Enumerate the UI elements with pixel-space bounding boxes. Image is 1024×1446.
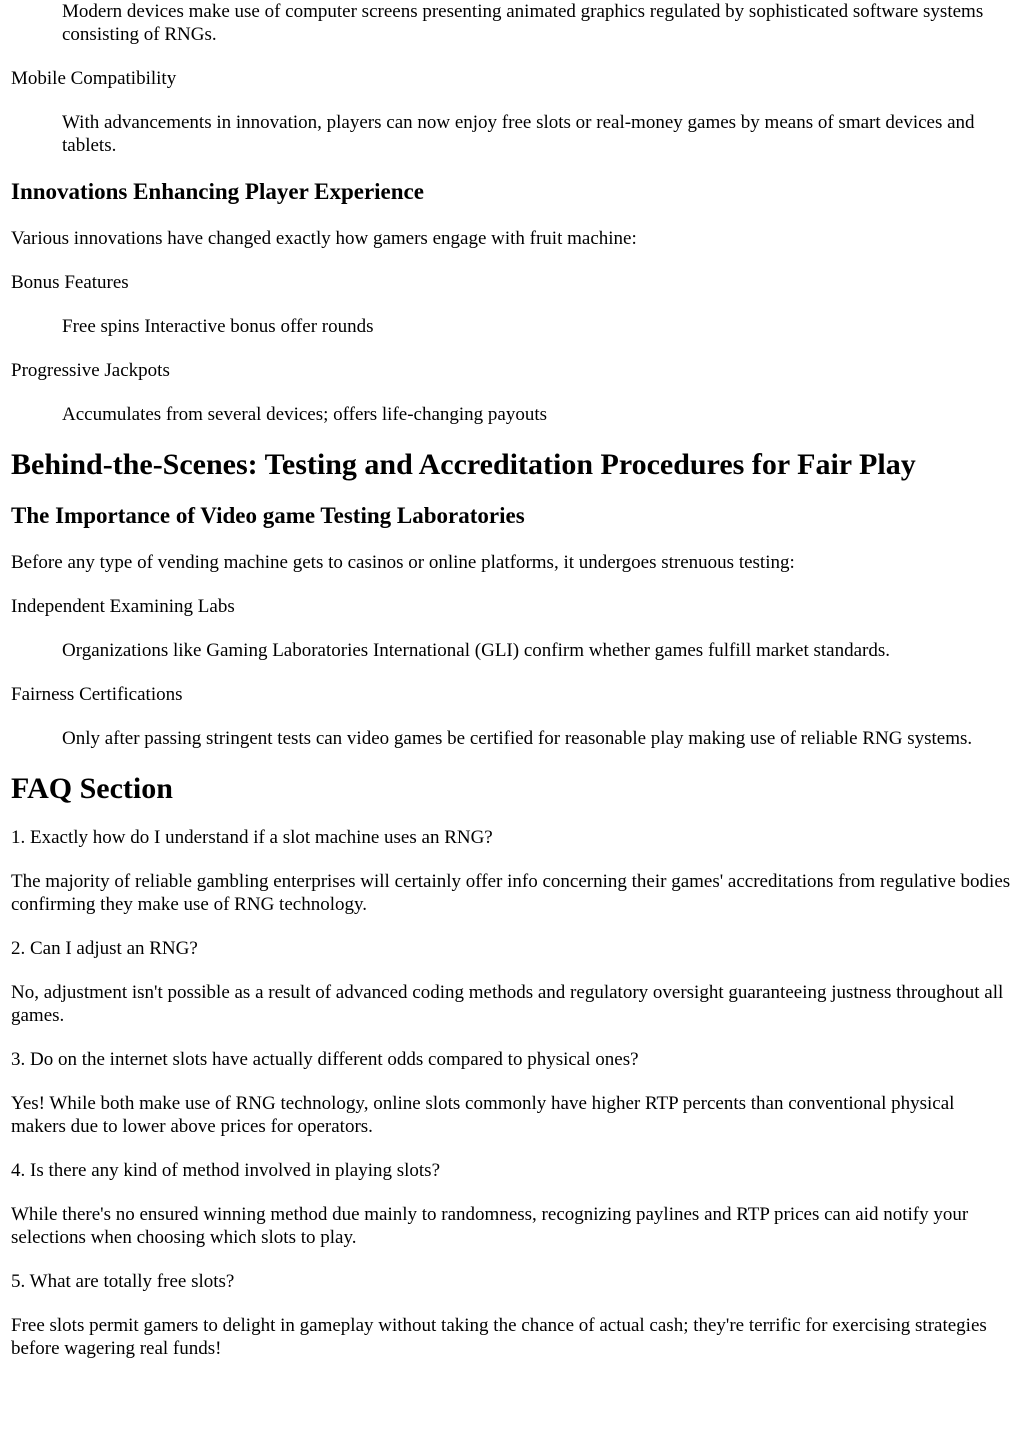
faq-answer: No, adjustment isn't possible as a result of advanced coding methods and regulatory oversight guaranteeing justness throughout all games. xyxy=(11,982,1004,1026)
dd-independent-labs: Organizations like Gaming Laboratories International (GLI) confirm whether games fulfill market standards. xyxy=(62,640,890,661)
testing-intro: Before any type of vending machine gets to casinos or online platforms, it undergoes strenuous testing: xyxy=(11,552,795,573)
heading-faq: FAQ Section xyxy=(11,772,173,805)
faq-answer: Yes! While both make use of RNG technology, online slots commonly have higher RTP percents than conventional physical makers due to lower above prices for operators. xyxy=(11,1093,955,1137)
faq-question: 5. What are totally free slots? xyxy=(11,1271,235,1292)
dt-fairness-certifications: Fairness Certifications xyxy=(11,684,183,705)
dd-fairness-certifications: Only after passing stringent tests can video games be certified for reasonable play making use of reliable RNG systems. xyxy=(62,728,973,749)
subheading-testing-labs: The Importance of Video game Testing Laboratories xyxy=(11,503,525,528)
faq-question: 2. Can I adjust an RNG? xyxy=(11,938,198,959)
faq-question: 4. Is there any kind of method involved in playing slots? xyxy=(11,1160,441,1181)
faq-answer: The majority of reliable gambling enterprises will certainly offer info concerning their games' accreditations from regulative bodies confirming they make use of RNG technology. xyxy=(11,871,1011,915)
faq-answer: While there's no ensured winning method due mainly to randomness, recognizing paylines and RTP prices can aid notify your selections when choosing which slots to play. xyxy=(11,1204,969,1248)
dt-progressive-jackpots: Progressive Jackpots xyxy=(11,360,170,381)
dd-progressive-jackpots: Accumulates from several devices; offers life-changing payouts xyxy=(62,404,548,425)
dd-bonus-features: Free spins Interactive bonus offer rounds xyxy=(62,316,374,337)
innovations-intro: Various innovations have changed exactly how gamers engage with fruit machine: xyxy=(11,228,637,249)
dt-bonus-features: Bonus Features xyxy=(11,272,129,293)
dt-independent-labs: Independent Examining Labs xyxy=(11,596,235,617)
dd-mobile-compatibility: With advancements in innovation, players can now enjoy free slots or real-money games by means of smart devices and tablets. xyxy=(62,112,975,156)
dt-mobile-compatibility: Mobile Compatibility xyxy=(11,68,177,89)
faq-question: 3. Do on the internet slots have actually different odds compared to physical ones? xyxy=(11,1049,639,1070)
heading-innovations: Innovations Enhancing Player Experience xyxy=(11,179,424,204)
dd-modern-devices: Modern devices make use of computer screens presenting animated graphics regulated by sophisticated software systems consisting of RNGs. xyxy=(62,1,984,45)
faq-question: 1. Exactly how do I understand if a slot machine uses an RNG? xyxy=(11,827,493,848)
faq-answer: Free slots permit gamers to delight in gameplay without taking the chance of actual cash; they're terrific for exercising strategies before wagering real funds! xyxy=(11,1315,987,1359)
heading-testing: Behind-the-Scenes: Testing and Accreditation Procedures for Fair Play xyxy=(11,448,916,481)
